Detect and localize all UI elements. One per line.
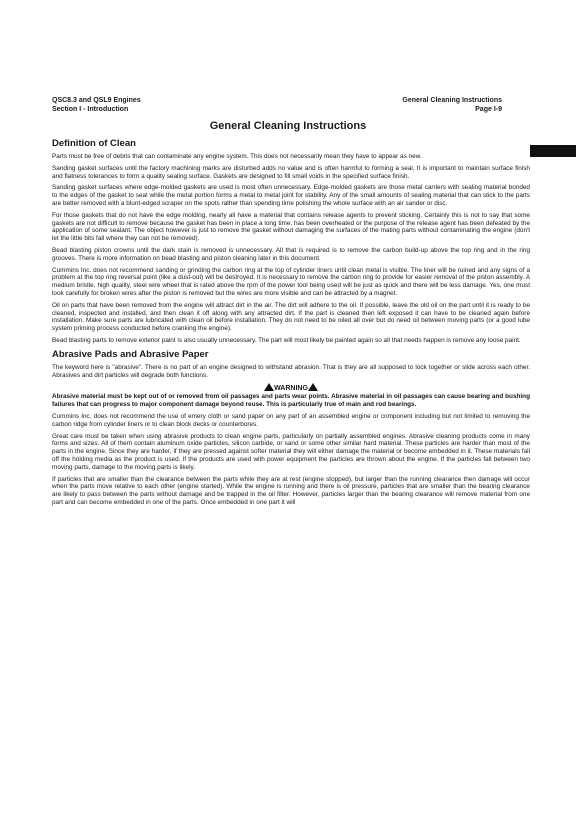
paragraph: Great care must be taken when using abrasive products to clean engine parts, particularly on partially assembled engines. Abrasive cleaning products come in many forms and sizes. All of them contain aluminum oxide particles, silicon carbide, or sand or some other similar hard material. These particles are harder than most of the parts in the engine. Since they are harder, if they are pressed against softer material they will either damage the material or become embedded in it. These materials fall off the holding media as the product is used. If the products are used with power equipment the particles are thrown about the engine. If the particles fall between two moving parts, damage to the moving parts is likely. (52, 432, 530, 471)
paragraph: The keyword here is "abrasive". There is no part of an engine designed to withstand abrasion. That is they are all supposed to lock together or slide across each other. Abrasives and dirt particles will degrade both functions. (52, 363, 530, 379)
page-title: General Cleaning Instructions (209, 120, 367, 132)
header-section: Section I - Introduction (52, 106, 129, 113)
paragraph: Cummins Inc. does not recommend sanding or grinding the carbon ring at the top of cylinder liners until clean metal is visible. The liner will be ruined and any signs of a problem at the top ring reversal point (like a dust-out) will be destroyed. It is necessary to remove the carbon ring to provide for easier removal of the piston assembly. A medium bristle, high quality, steel wire wheel that is rated above the rpm of the power tool being used will be just as quick and there will be less damage. Yes, one must look carefully for broken wires after the piston is removed but the wires are more visible and can be attracted by a magnet. (52, 266, 530, 297)
header-manual-title: QSC8.3 and QSL9 Engines (52, 97, 141, 104)
warning-label: WARNING (274, 385, 308, 393)
header-topic: General Cleaning Instructions (402, 97, 502, 104)
paragraph: If particles that are smaller than the clearance between the parts while they are at rest (engine stopped), but larger than the running clearance then damage will occur when the parts move relative to each other (engine started). While the engine is running and there is oil pressure, particles that are smaller than the bearing clearance are likely to pass between the parts without damage and be trapped in the oil filter. However, particles larger than the bearing clearance will remove material from one part and can become embedded in one of the parts. Once embedded in one part it will (52, 475, 530, 506)
section-tab-marker (530, 145, 576, 157)
paragraph: Oil on parts that have been removed from the engine will attract dirt in the air. The dirt will adhere to the oil. If possible, leave the old oil on the part until it is ready to be cleaned, inspected and installed, and then clean it off along with any attracted dirt. If the part is cleaned then left exposed it can have to be cleaned again before installation. Make sure parts are lubricated with clean oil before installation. They do not need to be oiled all over but do need oil between moving parts (or a good lube system priming process conducted before cranking the engine). (52, 301, 530, 333)
paragraph: Bead blasting parts to remove exterior paint is also usually unnecessary. The part will most likely be painted again so all that needs happen is remove any loose paint. (52, 336, 521, 344)
warning-triangle-icon (264, 383, 274, 391)
paragraph: Sanding gasket surfaces until the factory machining marks are disturbed adds no value and is often harmful to forming a seal. It is important to maintain surface finish and flatness tolerances to form a quality sealing surface. Gaskets are designed to fill small voids in the specified surface finish. (52, 164, 530, 180)
paragraph: Bead blasting piston crowns until the dark stain is removed is unnecessary. All that is required is to remove the carbon build-up above the top ring and in the ring grooves. There is more information on bead blasting and piston cleaning later in this document. (52, 246, 530, 262)
header-right (402, 96, 502, 114)
paragraph: Sanding gasket surfaces where edge-molded gaskets are used is most often unnecessary. Edge-molded gaskets are those metal carriers with sealing material bonded to the edges of the gasket to seal while the metal portion forms a metal to metal joint for stability. Any of the small amounts of sealing material that can stick to the parts are better removed with a blunt-edged scraper on the spots rather than spending time polishing the whole surface with an air sander or disc. (52, 184, 530, 207)
warning-triangle-icon (308, 383, 318, 391)
header-page-number: Page I-9 (475, 106, 502, 113)
paragraph: Cummins Inc. does not recommend the use of emery cloth or sand paper on any part of an assembled engine or component including but not limited to removing the carbon ridge from cylinder liners or to clean block decks or counterbores. (52, 412, 530, 428)
warning-text: Abrasive material must be kept out of or removed from oil passages and parts wear points. Abrasive material in oil passages can cause bearing and bushing failures that can progress to major component damage beyond reuse. This is particularly true of main and rod bearings. (52, 393, 530, 409)
section-heading-definition-of-clean: Definition of Clean (52, 138, 136, 149)
warning-banner (52, 383, 530, 392)
page-content (52, 138, 530, 511)
paragraph: Parts must be free of debris that can contaminate any engine system. This does not necessarily mean they have to appear as new. (52, 153, 422, 160)
paragraph: For those gaskets that do not have the edge molding, nearly all have a material that contains release agents to prevent sticking. Certainly this is not to say that some gaskets are not difficult to remove because the gasket has been in place a long time, has been overheated or the purpose of the release agent has been defeated by the application of some sealant. The object however is just to remove the gasket without damaging the surfaces of the mating parts without contaminating the engine (don't let the little bits fall where they can not be removed). (52, 211, 530, 243)
header-left (52, 96, 141, 114)
section-heading-abrasive-pads: Abrasive Pads and Abrasive Paper (52, 348, 209, 360)
